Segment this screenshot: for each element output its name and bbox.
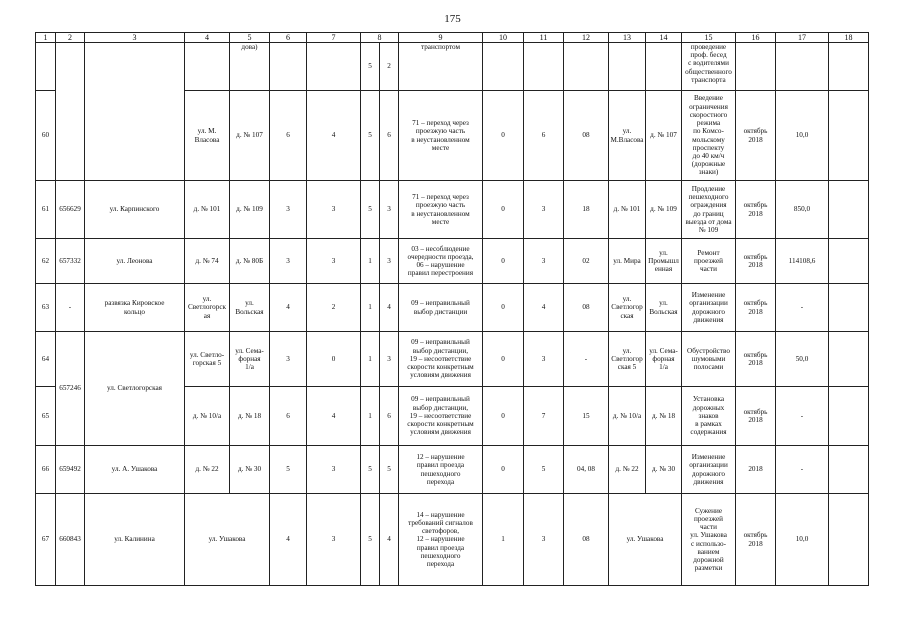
cell: ул. Светлогорская <box>85 332 185 446</box>
cell <box>829 181 869 239</box>
cell: 3 <box>524 332 564 387</box>
cell: 71 – переход через проезжую часть в неустановленном месте <box>399 91 483 181</box>
cell: 3 <box>380 239 399 284</box>
header-cell: 7 <box>307 33 361 43</box>
cell <box>829 446 869 494</box>
cell: 10,0 <box>776 91 829 181</box>
cell: ул. М.Власова <box>609 91 646 181</box>
header-cell: 17 <box>776 33 829 43</box>
cell: 6 <box>524 91 564 181</box>
header-cell: 6 <box>270 33 307 43</box>
table-row <box>36 332 869 387</box>
cell: 1 <box>361 387 380 446</box>
cell: проведение проф. бесед с водителями общественного транспорта <box>682 43 736 91</box>
cell: 657332 <box>56 239 85 284</box>
header-cell: 14 <box>646 33 682 43</box>
row-number: 60 <box>36 91 56 181</box>
cell: 5 <box>380 446 399 494</box>
cell: 4 <box>380 494 399 586</box>
cell: д. № 10/а <box>609 387 646 446</box>
cell: 3 <box>307 446 361 494</box>
cell: д. № 10/а <box>185 387 230 446</box>
cell: - <box>776 446 829 494</box>
cell: октябрь 2018 <box>736 284 776 332</box>
cell: 4 <box>307 91 361 181</box>
header-cell: 1 <box>36 33 56 43</box>
cell: ул. Светло- горская 5 <box>185 332 230 387</box>
cell: 09 – неправильный выбор дистанции, 19 – несоответствие скорости конкретным условиям движения <box>399 387 483 446</box>
header-cell: 4 <box>185 33 230 43</box>
cell: ул. Вольская <box>230 284 270 332</box>
cell: 114108,6 <box>776 239 829 284</box>
cell: 50,0 <box>776 332 829 387</box>
cell: 5 <box>270 446 307 494</box>
cell: 0 <box>483 332 524 387</box>
cell: Введение ограничения скоростного режима по Комсо- мольскому проспекту до 40 км/ч (дорожные знаки) <box>682 91 736 181</box>
cell: 0 <box>483 387 524 446</box>
cell: Изменение организации дорожного движения <box>682 284 736 332</box>
cell: 3 <box>307 494 361 586</box>
cell: развязка Кировское кольцо <box>85 284 185 332</box>
header-row <box>36 33 869 43</box>
header-cell: 8 <box>361 33 399 43</box>
cell: 03 – несоблюдение очередности проезда, 06 – нарушение правил перестроения <box>399 239 483 284</box>
cell: 04, 08 <box>564 446 609 494</box>
cell: 09 – неправильный выбор дистанции, 19 – несоответствие скорости конкретным условиям движения <box>399 332 483 387</box>
cell: д. № 18 <box>230 387 270 446</box>
cell: ул. Светлогорск ая <box>185 284 230 332</box>
cell <box>829 284 869 332</box>
cell: д. № 30 <box>230 446 270 494</box>
cell: ул. Карпинского <box>85 181 185 239</box>
continuation-row <box>36 43 869 91</box>
cell: 6 <box>380 387 399 446</box>
cell: 3 <box>270 332 307 387</box>
header-cell: 11 <box>524 33 564 43</box>
cell: Продление пешеходного ограждения до границ выезда от дома № 109 <box>682 181 736 239</box>
table-row <box>36 494 869 586</box>
cell: 18 <box>564 181 609 239</box>
cell: дова) <box>230 43 270 91</box>
cell: 4 <box>270 494 307 586</box>
cell: 3 <box>524 494 564 586</box>
cell: д. № 101 <box>185 181 230 239</box>
cell: ул. Светлогор ская 5 <box>609 332 646 387</box>
cell: 3 <box>380 332 399 387</box>
cell: ул. Промышл енная <box>646 239 682 284</box>
cell: 0 <box>483 239 524 284</box>
cell: ул. Ушакова <box>609 494 682 586</box>
cell: 6 <box>380 91 399 181</box>
cell: октябрь 2018 <box>736 387 776 446</box>
cell: 3 <box>307 239 361 284</box>
cell <box>829 387 869 446</box>
cell: Ремонт проезжей части <box>682 239 736 284</box>
header-cell: 15 <box>682 33 736 43</box>
cell <box>829 91 869 181</box>
cell: 0 <box>483 284 524 332</box>
cell: д. № 109 <box>230 181 270 239</box>
cell: Сужение проезжей части ул. Ушакова с использо- ванием дорожной разметки <box>682 494 736 586</box>
cell: 6 <box>270 387 307 446</box>
cell: 3 <box>307 181 361 239</box>
cell: 1 <box>361 284 380 332</box>
cell: транспортом <box>399 43 483 91</box>
cell: 2018 <box>736 446 776 494</box>
cell: 14 – нарушение требований сигналов светофоров, 12 – нарушение правил проезда пешеходного перехода <box>399 494 483 586</box>
page-number: 175 <box>444 13 461 25</box>
cell: д. № 18 <box>646 387 682 446</box>
cell: октябрь 2018 <box>736 494 776 586</box>
cell: 0 <box>483 446 524 494</box>
cell: 660843 <box>56 494 85 586</box>
cell: 12 – нарушение правил проезда пешеходного перехода <box>399 446 483 494</box>
cell: 5 <box>361 446 380 494</box>
cell: 10,0 <box>776 494 829 586</box>
cell: д. № 30 <box>646 446 682 494</box>
cell: 3 <box>270 181 307 239</box>
cell: 659492 <box>56 446 85 494</box>
row-number: 66 <box>36 446 56 494</box>
cell: 5 <box>361 91 380 181</box>
cell: 4 <box>380 284 399 332</box>
cell: 0 <box>307 332 361 387</box>
cell: ул. Светлогор ская <box>609 284 646 332</box>
cell: 1 <box>361 332 380 387</box>
cell: 02 <box>564 239 609 284</box>
cell: д. № 107 <box>646 91 682 181</box>
cell: д. № 22 <box>609 446 646 494</box>
cell: Установка дорожных знаков в рамках содержания <box>682 387 736 446</box>
cell: 1 <box>361 239 380 284</box>
cell: ул. А. Ушакова <box>85 446 185 494</box>
cell: д. № 101 <box>609 181 646 239</box>
cell: д. № 107 <box>230 91 270 181</box>
cell: октябрь 2018 <box>736 332 776 387</box>
row-number: 65 <box>36 387 56 446</box>
cell: д. № 74 <box>185 239 230 284</box>
cell: 5 <box>361 494 380 586</box>
cell: 09 – неправильный выбор дистанции <box>399 284 483 332</box>
header-cell: 18 <box>829 33 869 43</box>
cell: ул. Вольская <box>646 284 682 332</box>
cell: 15 <box>564 387 609 446</box>
cell: 4 <box>270 284 307 332</box>
cell: 3 <box>524 181 564 239</box>
data-table <box>35 32 869 586</box>
cell: 4 <box>524 284 564 332</box>
cell: ул. Калинина <box>85 494 185 586</box>
cell: 4 <box>307 387 361 446</box>
cell: октябрь 2018 <box>736 181 776 239</box>
header-cell: 13 <box>609 33 646 43</box>
table-row <box>36 181 869 239</box>
cell: 5 <box>361 43 380 91</box>
table-row <box>36 446 869 494</box>
cell: 3 <box>524 239 564 284</box>
cell: 2 <box>307 284 361 332</box>
cell: 3 <box>380 181 399 239</box>
cell: 08 <box>564 284 609 332</box>
cell: 2 <box>380 43 399 91</box>
header-cell: 10 <box>483 33 524 43</box>
cell: 08 <box>564 494 609 586</box>
cell: октябрь 2018 <box>736 239 776 284</box>
cell: ул. Леонова <box>85 239 185 284</box>
cell: д. № 109 <box>646 181 682 239</box>
cell: 656629 <box>56 181 85 239</box>
cell: 0 <box>483 91 524 181</box>
cell: - <box>56 284 85 332</box>
cell: - <box>564 332 609 387</box>
cell <box>829 239 869 284</box>
cell <box>829 494 869 586</box>
cell: Изменение организации дорожного движения <box>682 446 736 494</box>
table-row <box>36 239 869 284</box>
cell: д. № 22 <box>185 446 230 494</box>
header-cell: 3 <box>85 33 185 43</box>
cell: 7 <box>524 387 564 446</box>
row-number: 64 <box>36 332 56 387</box>
row-number: 67 <box>36 494 56 586</box>
cell: 5 <box>524 446 564 494</box>
cell: ул. Ушакова <box>185 494 270 586</box>
table-row <box>36 284 869 332</box>
header-cell: 16 <box>736 33 776 43</box>
row-number: 62 <box>36 239 56 284</box>
cell: д. № 80Б <box>230 239 270 284</box>
cell: 6 <box>270 91 307 181</box>
cell: ул. Сема- форная 1/а <box>646 332 682 387</box>
cell: ул. Сема- форная 1/а <box>230 332 270 387</box>
header-cell: 9 <box>399 33 483 43</box>
cell: 5 <box>361 181 380 239</box>
cell: - <box>776 387 829 446</box>
header-cell: 12 <box>564 33 609 43</box>
cell: 850,0 <box>776 181 829 239</box>
cell: ул. М. Власова <box>185 91 230 181</box>
cell: 657246 <box>56 332 85 446</box>
row-number: 63 <box>36 284 56 332</box>
cell: 3 <box>270 239 307 284</box>
header-cell: 5 <box>230 33 270 43</box>
cell: 0 <box>483 181 524 239</box>
row-number: 61 <box>36 181 56 239</box>
cell: ул. Мира <box>609 239 646 284</box>
cell: 71 – переход через проезжую часть в неустановленном месте <box>399 181 483 239</box>
cell: 1 <box>483 494 524 586</box>
header-cell: 2 <box>56 33 85 43</box>
cell: - <box>776 284 829 332</box>
cell: октябрь 2018 <box>736 91 776 181</box>
cell: 08 <box>564 91 609 181</box>
cell: Обустройство шумовыми полосами <box>682 332 736 387</box>
cell <box>829 332 869 387</box>
